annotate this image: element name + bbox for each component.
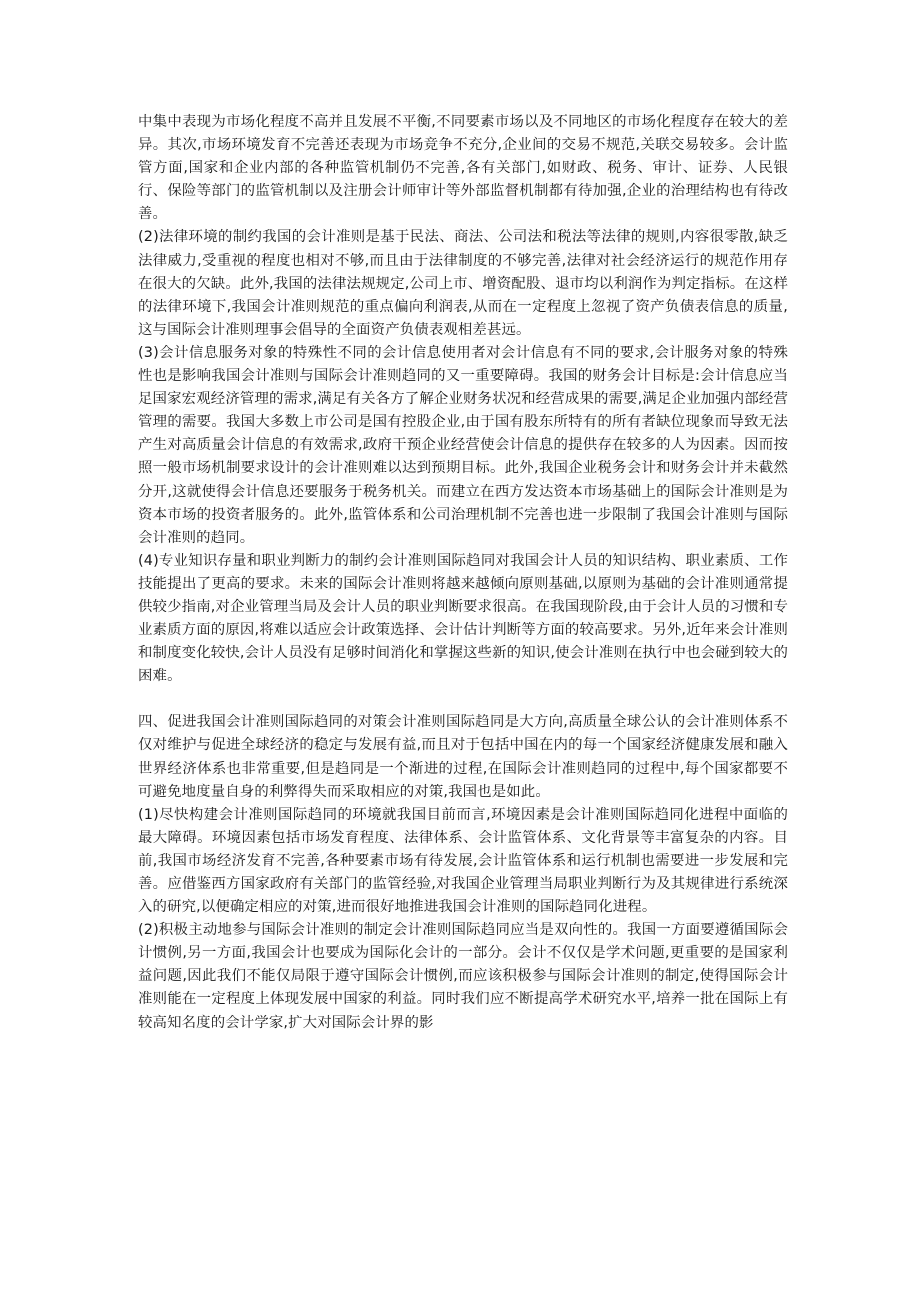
paragraph-market-environment: 中集中表现为市场化程度不高并且发展不平衡,不同要素市场以及不同地区的市场化程度存在较大的差异。其次,市场环境发育不完善还表现为市场竞争不充分,企业间的交易不规范,关联交易较多。会计监管方面,国家和企业内部的各种监管机制仍不完善,各有关部门,如财政、税务、审计、证券、人民银行、保险等部门的监管机制以及注册会计师审计等外部监督机制都有待加强,企业的治理结构也有待改善。 [138, 114, 788, 223]
document-body [138, 111, 788, 1035]
section-gap [138, 688, 788, 711]
paragraph-section-four-heading: 四、促进我国会计准则国际趋同的对策会计准则国际趋同是大方向,高质量全球公认的会计准则体系不仅对维护与促进全球经济的稳定与发展有益,而且对于包括中国在内的每一个国家经济健康发展和融入世界经济体系也非常重要,但是趋同是一个渐进的过程,在国际会计准则趋同的过程中,每个国家都要不可避免地度量自身的利弊得失而采取相应的对策,我国也是如此。 [138, 714, 788, 800]
paragraph-participate-standards: (2)积极主动地参与国际会计准则的制定会计准则国际趋同应当是双向性的。我国一方面要遵循国际会计惯例,另一方面,我国会计也要成为国际化会计的一部分。会计不仅仅是学术问题,更重要的是国家利益问题,因此我们不能仅局限于遵守国际会计惯例,而应该积极参与国际会计准则的制定,使得国际会计准则能在一定程度上体现发展中国家的利益。同时我们应不断提高学术研究水平,培养一批在国际上有较高知名度的会计学家,扩大对国际会计界的影 [138, 922, 788, 1031]
paragraph-legal-environment: (2)法律环境的制约我国的会计准则是基于民法、商法、公司法和税法等法律的规则,内容很零散,缺乏法律威力,受重视的程度也相对不够,而且由于法律制度的不够完善,法律对社会经济运行的规范作用存在很大的欠缺。此外,我国的法律法规规定,公司上市、增资配股、退市均以利润作为判定指标。在这样的法律环境下,我国会计准则规范的重点偏向利润表,从而在一定程度上忽视了资产负债表信息的质量,这与国际会计准则理事会倡导的全面资产负债表观相差甚远。 [138, 229, 788, 338]
paragraph-professional-knowledge: (4)专业知识存量和职业判断力的制约会计准则国际趋同对我国会计人员的知识结构、职业素质、工作技能提出了更高的要求。未来的国际会计准则将越来越倾向原则基础,以原则为基础的会计准则通常提供较少指南,对企业管理当局及会计人员的职业判断要求很高。在我国现阶段,由于会计人员的习惯和专业素质方面的原因,将难以适应会计政策选择、会计估计判断等方面的较高要求。另外,近年来会计准则和制度变化较快,会计人员没有足够时间消化和掌握这些新的知识,使会计准则在执行中也会碰到较大的困难。 [138, 552, 788, 685]
paragraph-build-environment: (1)尽快构建会计准则国际趋同的环境就我国目前而言,环境因素是会计准则国际趋同化进程中面临的最大障碍。环境因素包括市场发育程度、法律体系、会计监管体系、文化背景等丰富复杂的内容。目前,我国市场经济发育不完善,各种要素市场有待发展,会计监管体系和运行机制也需要进一步发展和完善。应借鉴西方国家政府有关部门的监管经验,对我国企业管理当局职业判断行为及其规律进行系统深入的研究,以便确定相应的对策,进而很好地推进我国会计准则的国际趋同化进程。 [138, 806, 788, 916]
paragraph-service-object: (3)会计信息服务对象的特殊性不同的会计信息使用者对会计信息有不同的要求,会计服务对象的特殊性也是影响我国会计准则与国际会计准则趋同的又一重要障碍。我国的财务会计目标是:会计信息应当足国家宏观经济管理的需求,满足有关各方了解企业财务状况和经营成果的需要,满足企业加强内部经营管理的需要。我国大多数上市公司是国有控股企业,由于国有股东所特有的所有者缺位现象而导致无法产生对高质量会计信息的有效需求,政府干预企业经营使会计信息的提供存在较多的人为因素。因而按照一般市场机制要求设计的会计准则难以达到预期目标。此外,我国企业税务会计和财务会计并未截然分开,这就使得会计信息还要服务于税务机关。而建立在西方发达资本市场基础上的国际会计准则是为资本市场的投资者服务的。此外,监管体系和公司治理机制不完善也进一步限制了我国会计准则与国际会计准则的趋同。 [138, 344, 788, 546]
